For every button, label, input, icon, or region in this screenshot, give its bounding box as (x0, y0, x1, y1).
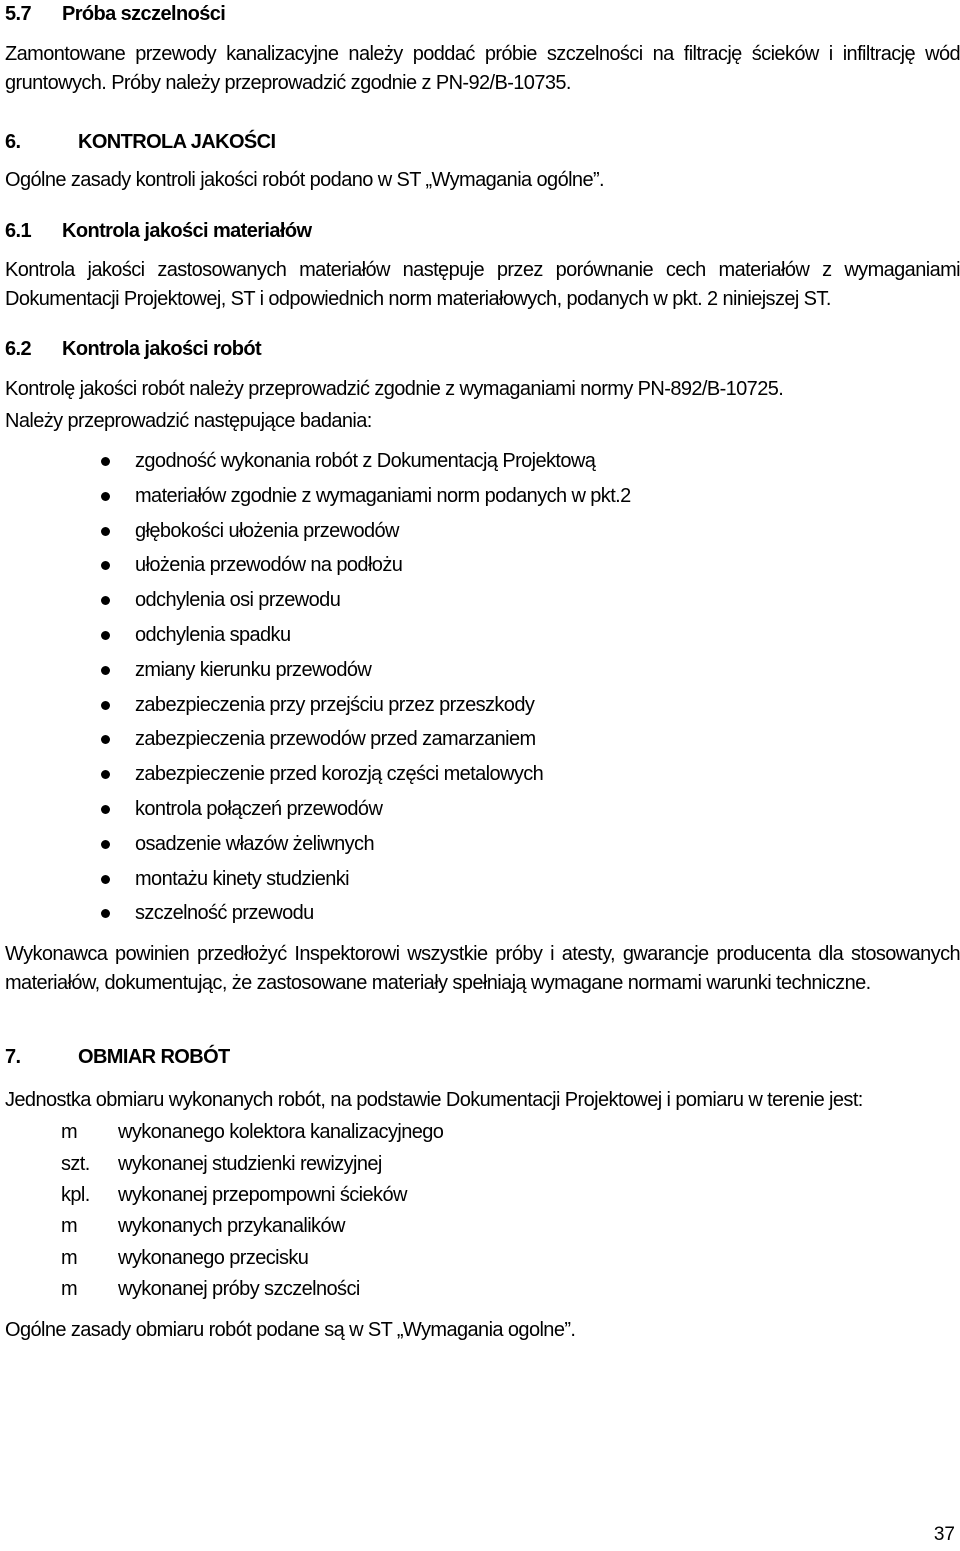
section-number: 6.2 (5, 338, 32, 360)
unit-label: m (61, 1215, 78, 1238)
unit-label: m (61, 1246, 78, 1269)
unit-description: wykonanych przykanalików (118, 1215, 345, 1238)
bullet-icon (101, 631, 110, 640)
document-page (5, 0, 960, 1345)
measurement-row (5, 1243, 960, 1274)
list-item: materiałów zgodnie z wymaganiami norm podanych w pkt.2 (5, 479, 960, 514)
bullet-icon (101, 596, 110, 605)
section-number: 5.7 (5, 3, 32, 25)
measurement-units-list (5, 1117, 960, 1305)
section-6-1-text: Kontrola jakości zastosowanych materiałów następuje przez porównanie cech materiałów z wymaganiami Dokumentacji Projektowej, ST i odpowiednich norm materiałowych, podanych w pkt. 2 niniejszej ST. (5, 259, 960, 310)
section-title: Kontrola jakości robót (62, 338, 262, 360)
bullet-icon (101, 457, 110, 466)
section-title: KONTROLA JAKOŚCI (78, 131, 276, 153)
list-item: szczelność przewodu (5, 896, 960, 931)
section-6-2-heading (5, 335, 960, 363)
bullet-icon (101, 666, 110, 675)
inspection-list (5, 444, 960, 931)
unit-label: m (61, 1278, 78, 1301)
measurement-row (5, 1149, 960, 1180)
bullet-icon (101, 770, 110, 779)
section-7-outro: Ogólne zasady obmiaru robót podane są w ST „Wymagania ogolne”. (5, 1318, 576, 1341)
section-5-7-heading (5, 0, 960, 28)
unit-description: wykonanego przecisku (118, 1246, 309, 1269)
list-item: odchylenia spadku (5, 618, 960, 653)
unit-label: m (61, 1121, 78, 1144)
list-item: zgodność wykonania robót z Dokumentacją Projektową (5, 444, 960, 479)
section-5-7-text: Zamontowane przewody kanalizacyjne należy poddać próbie szczelności na filtrację ścieków i infiltrację wód gruntowych. Próby należy przeprowadzić zgodnie z PN-92/B-10735. (5, 43, 960, 94)
section-number: 6.1 (5, 220, 32, 242)
list-item: zabezpieczenia przewodów przed zamarzaniem (5, 722, 960, 757)
bullet-icon (101, 875, 110, 884)
section-6-2-text-3: Wykonawca powinien przedłożyć Inspektorowi wszystkie próby i atesty, gwarancje producenta dla stosowanych materiałów, dokumentując, że zastosowane materiały spełniają wymagane normami warunki techniczne. (5, 943, 960, 995)
unit-description: wykonanej próby szczelności (118, 1278, 360, 1301)
list-item: zabezpieczenie przed korozją części metalowych (5, 757, 960, 792)
unit-label: szt. (61, 1152, 90, 1175)
list-item: odchylenia osi przewodu (5, 583, 960, 618)
section-number: 7. (5, 1046, 21, 1069)
section-6-heading (5, 128, 960, 156)
bullet-icon (101, 805, 110, 814)
list-item: montażu kinety studzienki (5, 862, 960, 897)
bullet-icon (101, 527, 110, 536)
list-item: osadzenie włazów żeliwnych (5, 827, 960, 862)
unit-description: wykonanego kolektora kanalizacyjnego (118, 1121, 444, 1144)
section-6-1-heading (5, 217, 960, 245)
bullet-icon (101, 701, 110, 710)
section-title: OBMIAR ROBÓT (78, 1046, 230, 1069)
section-title: Próba szczelności (62, 3, 226, 25)
bullet-icon (101, 735, 110, 744)
section-6-2-text-1: Kontrolę jakości robót należy przeprowadzić zgodnie z wymaganiami normy PN-892/B-10725. (5, 378, 784, 400)
measurement-row (5, 1180, 960, 1211)
unit-label: kpl. (61, 1183, 90, 1206)
section-7-intro: Jednostka obmiaru wykonanych robót, na podstawie Dokumentacji Projektowej i pomiaru w terenie jest: (5, 1089, 863, 1112)
list-item: zabezpieczenia przy przejściu przez przeszkody (5, 688, 960, 723)
list-item: kontrola połączeń przewodów (5, 792, 960, 827)
section-number: 6. (5, 131, 21, 153)
page-number: 37 (933, 1524, 955, 1545)
bullet-icon (101, 840, 110, 849)
unit-description: wykonanej studzienki rewizyjnej (118, 1152, 382, 1175)
measurement-row (5, 1211, 960, 1242)
list-item: głębokości ułożenia przewodów (5, 514, 960, 549)
list-item: ułożenia przewodów na podłożu (5, 548, 960, 583)
bullet-icon (101, 909, 110, 918)
bullet-icon (101, 561, 110, 570)
section-6-text: Ogólne zasady kontroli jakości robót podano w ST „Wymagania ogólne”. (5, 169, 604, 191)
section-7-heading (5, 1043, 960, 1071)
unit-description: wykonanej przepompowni ścieków (118, 1183, 407, 1206)
section-6-2-text-2: Należy przeprowadzić następujące badania: (5, 410, 372, 432)
bullet-icon (101, 492, 110, 501)
measurement-row (5, 1117, 960, 1148)
section-title: Kontrola jakości materiałów (62, 220, 312, 242)
list-item: zmiany kierunku przewodów (5, 653, 960, 688)
measurement-row (5, 1274, 960, 1305)
